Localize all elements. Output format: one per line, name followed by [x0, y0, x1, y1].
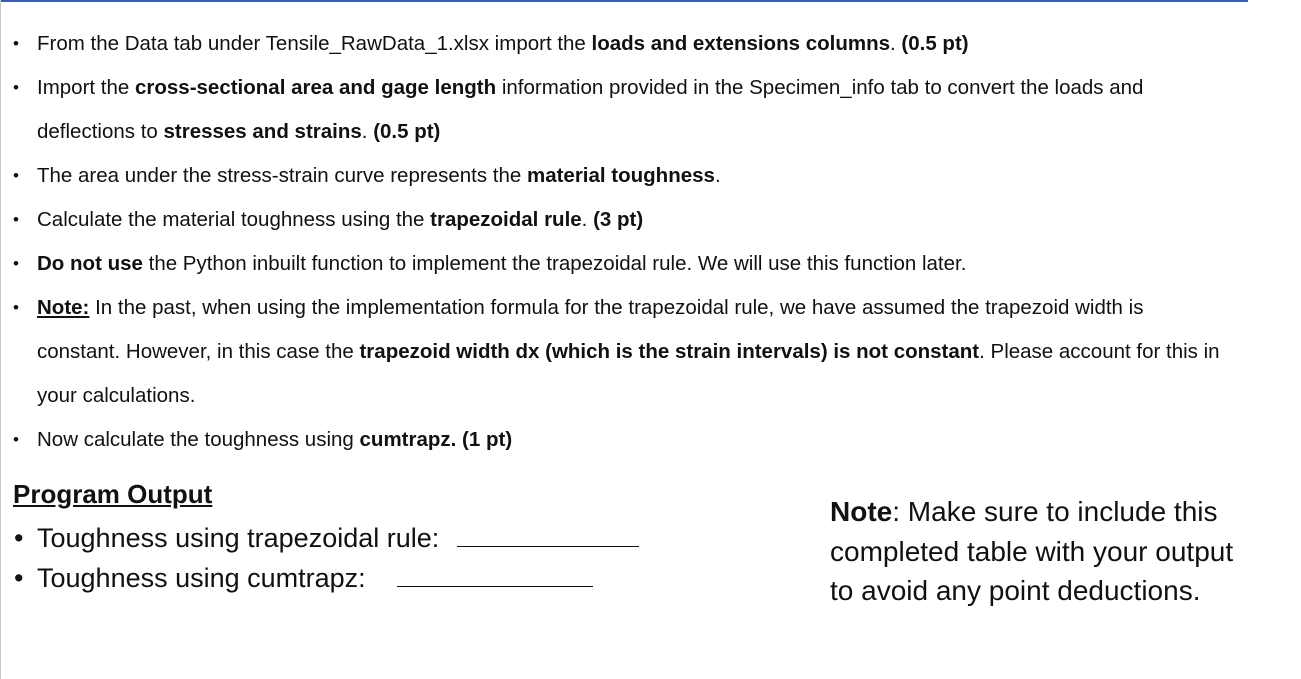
instruction-text: . Please account for this in [979, 340, 1220, 363]
bold-text: cumtrapz. [359, 428, 457, 451]
instruction-text: In the past, when using the implementation formula for the trapezoidal rule, we have assumed the trapezoid width is [89, 296, 1144, 319]
instruction-line [37, 418, 1293, 462]
bullet-dot: • [14, 563, 24, 593]
instruction-text: Calculate the material toughness using the [37, 208, 431, 231]
bullet-dot: • [13, 166, 19, 185]
instruction-text: information provided in the Specimen_info tab to convert the loads and [496, 76, 1144, 99]
instruction-text: . [890, 32, 902, 55]
instruction-text: constant. However, in this case the [37, 340, 360, 363]
instruction-line [37, 110, 1293, 154]
instruction-item [0, 66, 1301, 154]
instruction-item [0, 22, 1301, 66]
output-item-trapezoidal [0, 518, 639, 558]
instruction-line [37, 154, 1293, 198]
instruction-text: Now calculate the toughness using [37, 428, 360, 451]
instruction-list [0, 22, 1301, 462]
top-accent-rule [0, 0, 1248, 2]
instruction-text: . [714, 164, 721, 187]
bold-text: loads and extensions columns [591, 32, 890, 55]
instruction-item [0, 418, 1301, 462]
note-line-1 [830, 492, 1290, 532]
answer-blank-cumtrapz [397, 560, 593, 587]
output-label-trapezoidal: Toughness using trapezoidal rule: [37, 523, 447, 553]
instruction-line [37, 242, 1293, 286]
bold-text: stresses and strains [163, 120, 362, 143]
instruction-line [37, 22, 1293, 66]
bullet-dot: • [13, 298, 19, 317]
output-item-cumtrapz [0, 558, 639, 598]
note-label: Note [830, 496, 893, 527]
bold-text: trapezoid width dx (which is the strain intervals) is not constant [359, 340, 980, 363]
instruction-line [37, 330, 1293, 374]
bullet-dot: • [13, 254, 19, 273]
output-label-cumtrapz: Toughness using cumtrapz: [37, 563, 374, 593]
note-box [830, 492, 1290, 611]
instruction-item [0, 154, 1301, 198]
instruction-text: the Python inbuilt function to implement the trapezoidal rule. We will use this function later. [142, 252, 967, 275]
answer-blank-trapezoidal [457, 520, 639, 547]
instruction-line [37, 198, 1293, 242]
bold-text: trapezoidal rule [430, 208, 582, 231]
instruction-text: . [581, 208, 594, 231]
instruction-line [37, 66, 1293, 110]
bold-text: cross-sectional area and gage length [135, 76, 497, 99]
bullet-dot: • [13, 430, 19, 449]
program-output-title: Program Output [13, 479, 213, 509]
bold-text: (1 pt) [462, 428, 513, 451]
instruction-text: your calculations. [37, 384, 196, 407]
instruction-line [37, 374, 1293, 418]
instruction-text: Import the [37, 76, 135, 99]
bold-text: material toughness [526, 164, 715, 187]
instruction-text: From the Data tab under Tensile_RawData_1.xlsx import the [37, 32, 592, 55]
instruction-item [0, 286, 1301, 418]
note-line-1-text: : Make sure to include this [892, 496, 1218, 527]
bold-text: (3 pt) [593, 208, 644, 231]
instruction-item [0, 198, 1301, 242]
instruction-item [0, 242, 1301, 286]
instruction-text: The area under the stress-strain curve represents the [37, 164, 527, 187]
bold-text: (0.5 pt) [373, 120, 441, 143]
instruction-text: deflections to [37, 120, 164, 143]
bullet-dot: • [14, 523, 24, 553]
instruction-line [37, 286, 1293, 330]
bullet-dot: • [13, 210, 19, 229]
instruction-text: . [361, 120, 374, 143]
bullet-dot: • [13, 34, 19, 53]
note-line-2: completed table with your output [830, 535, 1234, 567]
bold-text: Do not use [37, 252, 143, 275]
bold-text: (0.5 pt) [901, 32, 969, 55]
note-label: Note: [37, 296, 90, 319]
note-line-3: to avoid any point deductions. [830, 575, 1201, 606]
bullet-dot: • [13, 78, 19, 97]
program-output-list [0, 518, 639, 598]
